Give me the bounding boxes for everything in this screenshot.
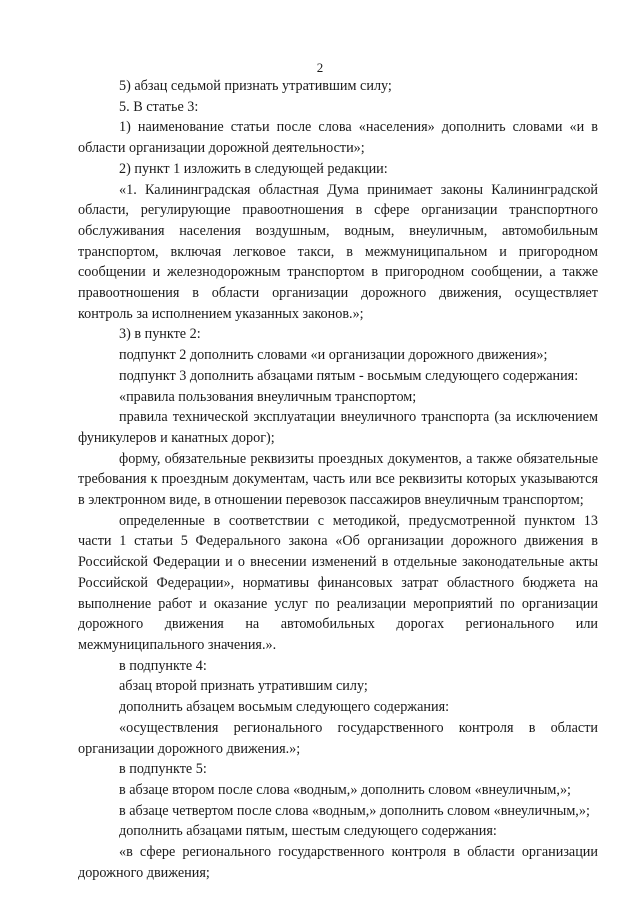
paragraph: «в сфере регионального государственного контроля в области организации дорожного движения; — [78, 844, 598, 881]
paragraph: 3) в пункте 2: — [119, 326, 201, 343]
paragraph: в абзаце втором после слова «водным,» дополнить словом «внеуличным,»; — [119, 781, 571, 798]
paragraph: форму, обязательные реквизиты проездных документов, а также обязательные требования к проездным документам, часть или все реквизиты которых указываются в электронном виде, в отношении перевозок пассажиров внеуличным транспортом; — [78, 450, 598, 509]
paragraph: 5) абзац седьмой признать утратившим силу; — [119, 78, 392, 94]
paragraph: подпункт 3 дополнить абзацами пятым - восьмым следующего содержания: — [119, 367, 579, 384]
paragraph: «1. Калининградская областная Дума принимает законы Калининградской области, регулирующие правоотношения в сфере организации транспортного обслуживания населения воздушным, водным, внеуличным, автомобильным транспортом, включая легковое такси, в межмуниципальном и пригородном сообщении и железнодорожным транспортом в пригородном сообщении, а также правоотношения в области организации дорожного движения, осуществляет контроль за исполнением указанных законов.»; — [78, 181, 598, 322]
paragraph: правила технической эксплуатации внеуличного транспорта (за исключением фуникулеров и канатных дорог); — [78, 409, 598, 446]
paragraph: 2) пункт 1 изложить в следующей редакции: — [119, 160, 388, 177]
paragraph: абзац второй признать утратившим силу; — [119, 678, 368, 695]
paragraph: в абзаце четвертом после слова «водным,» дополнить словом «внеуличным,»; — [119, 802, 590, 819]
paragraph: дополнить абзацами пятым, шестым следующего содержания: — [119, 823, 497, 840]
paragraph: дополнить абзацем восьмым следующего содержания: — [119, 699, 450, 716]
document-body — [78, 76, 598, 883]
paragraph: 5. В статье 3: — [119, 98, 199, 115]
paragraph: «правила пользования внеуличным транспортом; — [119, 388, 417, 405]
paragraph: в подпункте 4: — [119, 657, 207, 674]
paragraph: 1) наименование статьи после слова «населения» дополнить словами «и в области организации дорожной деятельности»; — [78, 119, 598, 157]
paragraph: определенные в соответствии с методикой, предусмотренной пунктом 13 части 1 статьи 5 Федерального закона «Об организации дорожного движения в Российской Федерации и о внесении изменений в отдельные законодательные акты Российской Федерации», нормативы финансовых затрат областного бюджета на выполнение работ и оказание услуг по реализации мероприятий по организации дорожного движения на автомобильных дорогах регионального или межмуниципального значения.». — [78, 512, 598, 653]
page-number: 2 — [316, 60, 324, 75]
paragraph: «осуществления регионального государственного контроля в области организации дорожного движения.»; — [78, 719, 598, 757]
paragraph: в подпункте 5: — [119, 761, 207, 778]
paragraph: подпункт 2 дополнить словами «и организации дорожного движения»; — [119, 347, 548, 364]
